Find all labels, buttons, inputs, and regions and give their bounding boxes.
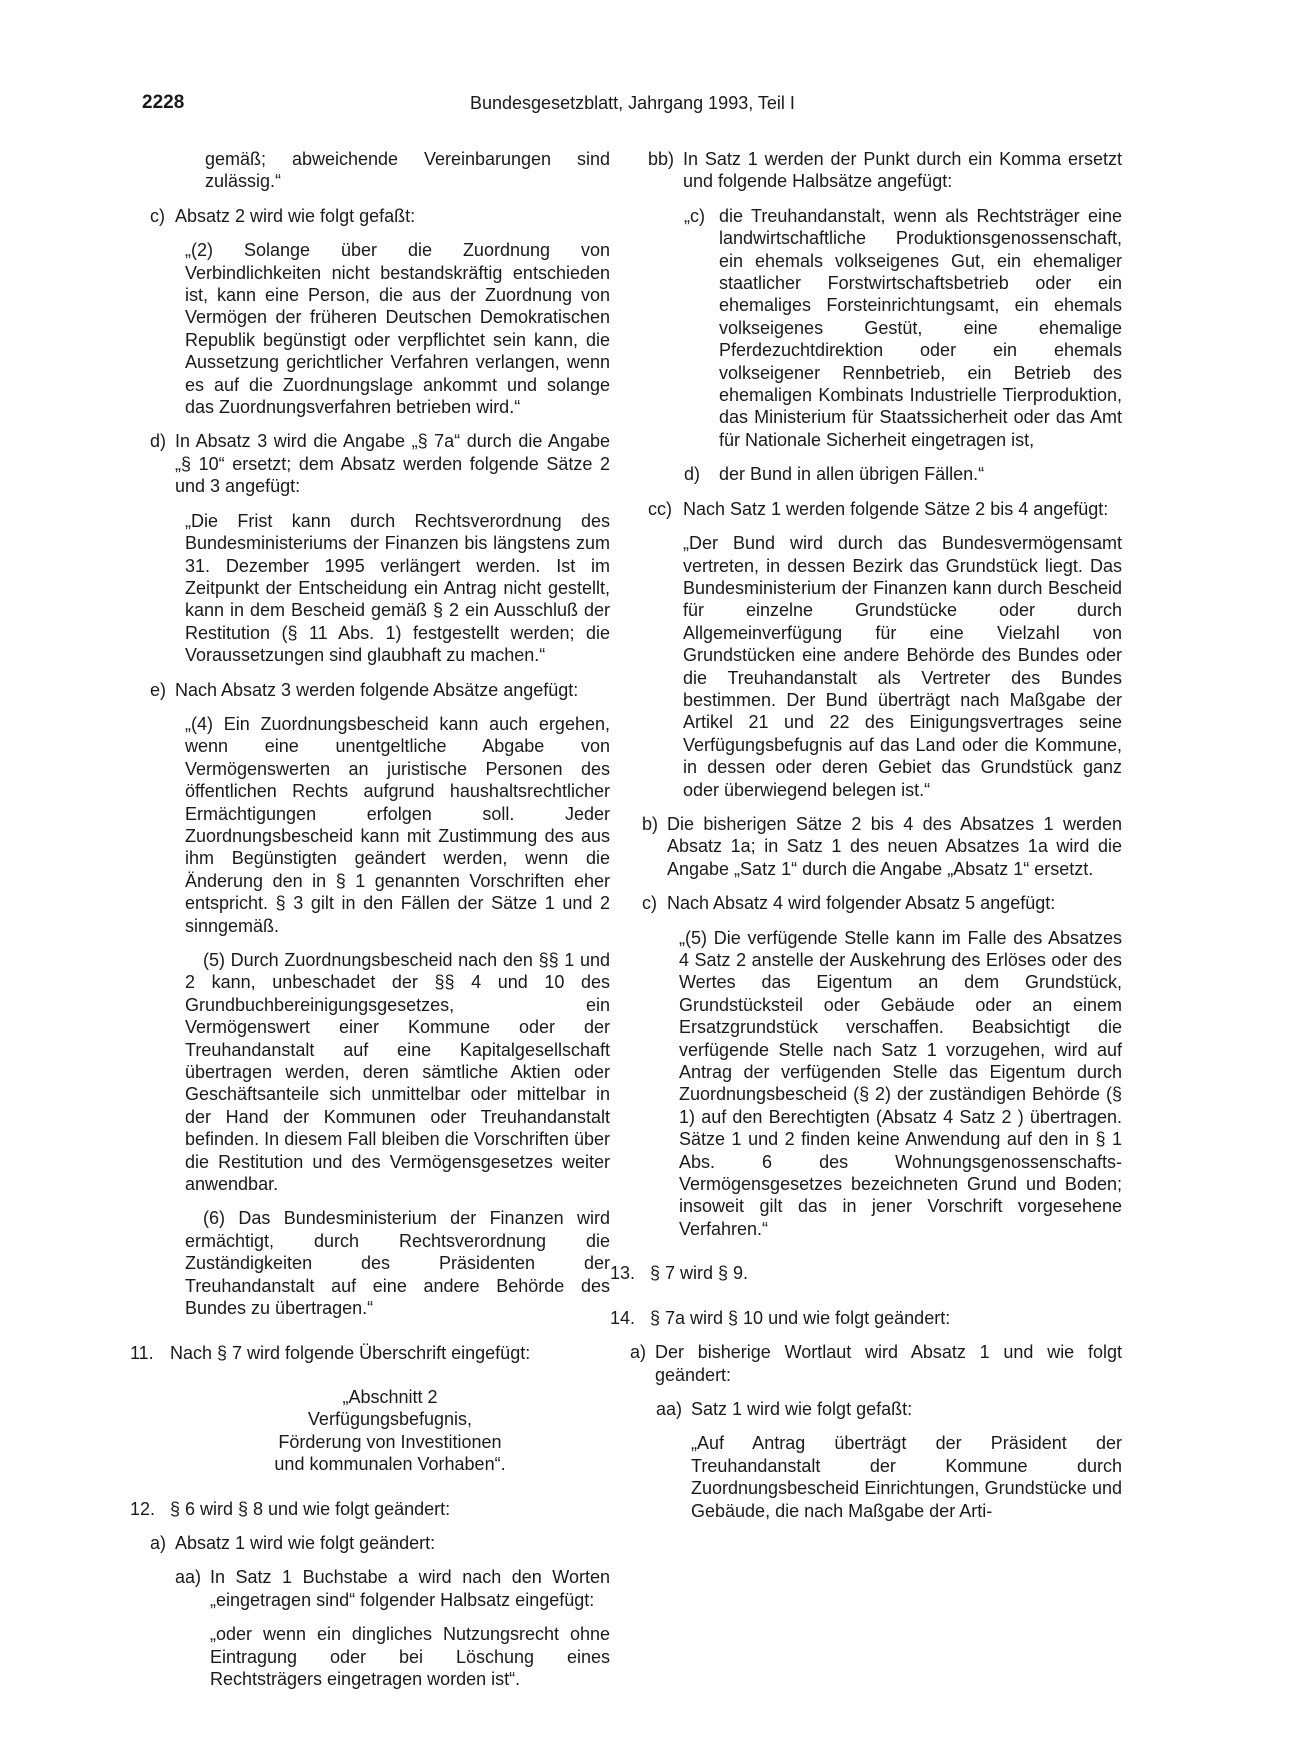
item-14-aa xyxy=(656,1398,1122,1420)
item-text: die Treuhandanstalt, wenn als Rechtsträger eine landwirtschaftliche Produktionsgenossenschaft, ein ehemals volkseigenes Gut, ein ehemaliger staatlicher Forstwirtschaftsbetrieb oder ein ehemaliges Forsteinrichtungsamt, ein ehemals volkseigenes Gestüt, eine ehemalige Pferdezuchtdirektion oder ein ehemals volkseigener Rennbetrieb, ein Betrieb des ehemaligen Kombinats Industrielle Tierproduktion, das Ministerium für Staatssicherheit oder das Amt für Nationale Sicherheit eingetragen ist, xyxy=(719,205,1122,450)
item-text: Der bisherige Wortlaut wird Absatz 1 und wie folgt geändert: xyxy=(655,1342,1122,1385)
quote-bundesvermoegensamt: „Der Bund wird durch das Bundesvermögensamt vertreten, in dessen Bezirk das Grundstück liegt. Das Bundesministerium der Finanzen kann durch Bescheid für einzelne Grundstücke oder durch Allgemeinverfügung für eine Vielzahl von Grundstücken eine andere Behörde des Bundes oder die Treuhandanstalt als Vertreter des Bundes bestimmen. Der Bund überträgt nach Maßgabe der Artikel 21 und 22 des Einigungsvertrages seine Verfügungsbefugnis auf das Land oder die Kommune, in dessen oder deren Gebiet das Grundstück ganz oder überwiegend belegen ist.“ xyxy=(683,533,1122,800)
item-13 xyxy=(610,1262,1122,1284)
item-e xyxy=(150,679,610,701)
item-marker: 13. xyxy=(610,1263,636,1284)
item-text: Nach § 7 wird folgende Überschrift eingefügt: xyxy=(170,1342,531,1363)
quote-absatz-4: „(4) Ein Zuordnungsbescheid kann auch ergehen, wenn eine unentgeltliche Abgabe von Vermögenswerten an juristische Personen des öffentlichen Rechts aufgrund haushaltsrechtlicher Ermächtigungen erfolgen soll. Jeder Zuordnungsbescheid kann mit Zustimmung des aus ihm Begünstigten geändert werden, wenn die Änderung den in § 1 genannten Vorschriften eher entspricht. § 3 gilt in den Fällen der Sätze 1 und 2 sinngemäß. xyxy=(185,713,610,936)
quote-absatz-6: (6) Das Bundesministerium der Finanzen wird ermächtigt, durch Rechtsverordnung die Zuständigkeiten des Präsidenten der Treuhandanstalt auf eine andere Behörde des Bundes zu übertragen.“ xyxy=(185,1208,610,1319)
quote-verfuegende-stelle: „(5) Die verfügende Stelle kann im Falle des Absatzes 4 Satz 2 anstelle der Auskehrung des Erlöses oder des Wertes das Eigentum an dem Grundstück, Grundstücksteil oder Gebäude oder an einem Ersatzgrundstück verschaffen. Beabsichtigt die verfügende Stelle nach Satz 1 vorzugehen, wird auf Antrag der verfügenden Stelle das Eigentum durch Zuordnungsbescheid (§ 2) der zuständigen Behörde (§ 1) auf den Berechtigten (Absatz 4 Satz 2 ) übertragen. Sätze 1 und 2 finden keine Anwendung auf den in § 1 Abs. 6 des Wohnungsgenossenschafts-Vermögensgesetzes bezeichneten Grund und Boden; insoweit gilt das in jener Vorschrift vorgesehene Verfahren.“ xyxy=(679,927,1122,1239)
item-text: § 6 wird § 8 und wie folgt geändert: xyxy=(170,1498,451,1519)
quote-absatz-5: (5) Durch Zuordnungsbescheid nach den §§ 1 und 2 kann, unbeschadet der §§ 4 und 10 des Grundbuchbereinigungsgesetzes, ein Vermögenswert einer Kommune oder der Treuhandanstalt auf eine Kapitalgesellschaft übertragen werden, deren sämtliche Aktien oder Geschäftsanteile sich unmittelbar oder mittelbar in der Hand der Kommunen oder Treuhandanstalt befinden. In diesem Fall bleiben die Vorschriften über die Restitution und des Vermögensgesetzes weiter anwendbar. xyxy=(185,950,610,1195)
item-text: In Satz 1 werden der Punkt durch ein Komma ersetzt und folgende Halbsätze angefügt: xyxy=(683,149,1122,192)
right-column xyxy=(610,148,1122,1522)
item-marker: aa) xyxy=(656,1398,683,1419)
item-14-a xyxy=(630,1341,1122,1386)
heading-line: Förderung von Investitionen xyxy=(278,1431,502,1452)
item-12-aa xyxy=(175,1566,610,1611)
continued-text: gemäß; abweichende Vereinbarungen sind zulässig.“ xyxy=(205,149,610,192)
item-cc xyxy=(648,498,1122,520)
item-d xyxy=(150,430,610,497)
item-marker: bb) xyxy=(648,149,675,169)
item-marker: b) xyxy=(642,813,659,834)
item-text: Absatz 1 wird wie folgt geändert: xyxy=(175,1532,436,1553)
item-c-treuhand xyxy=(684,205,1122,451)
item-d-bund xyxy=(684,463,1122,485)
item-text: § 7 wird § 9. xyxy=(650,1263,749,1284)
quote-absatz-2: „(2) Solange über die Zuordnung von Verbindlichkeiten nicht bestandskräftig entschieden ist, kann eine Person, die aus der Zuordnung von Vermögen der früheren Deutschen Demokratischen Republik begünstigt oder verpflichtet sein kann, die Aussetzung gerichtlicher Verfahren verlangen, wenn es auf die Zuordnungslage ankommt und solange das Zuordnungsverfahren betrieben wird.“ xyxy=(185,240,610,418)
left-column xyxy=(130,148,610,1690)
item-marker: c) xyxy=(642,893,657,914)
quote-nutzungsrecht: „oder wenn ein dingliches Nutzungsrecht ohne Eintragung oder bei Löschung eines Rechtsträgers eingetragen worden ist“. xyxy=(210,1624,610,1689)
item-marker: cc) xyxy=(648,498,672,519)
item-c xyxy=(150,205,610,227)
item-12 xyxy=(130,1498,610,1520)
heading-line: „Abschnitt 2 xyxy=(342,1386,438,1407)
item-12-a xyxy=(150,1532,610,1554)
item-11 xyxy=(130,1342,610,1364)
item-text: In Satz 1 Buchstabe a wird nach den Worten „eingetragen sind“ folgender Halbsatz eingefügt: xyxy=(210,1567,610,1610)
item-b xyxy=(642,813,1122,880)
item-marker: c) xyxy=(150,205,165,226)
page-number: 2228 xyxy=(142,92,185,113)
item-text: Die bisherigen Sätze 2 bis 4 des Absatzes 1 werden Absatz 1a; in Satz 1 des neuen Absatzes 1a wird die Angabe „Satz 1“ durch die Angabe „Absatz 1“ ersetzt. xyxy=(667,813,1122,879)
quote-treuhand-kommune: „Auf Antrag überträgt der Präsident der Treuhandanstalt der Kommune durch Zuordnungsbescheid Einrichtungen, Grundstücke und Gebäude, die nach Maßgabe der Arti- xyxy=(691,1433,1122,1521)
heading-line: und kommunalen Vorhaben“. xyxy=(274,1454,506,1475)
item-marker: a) xyxy=(630,1342,647,1363)
item-marker: 14. xyxy=(610,1307,636,1328)
heading-line: Verfügungsbefugnis, xyxy=(307,1409,473,1430)
item-text: Nach Absatz 3 werden folgende Absätze angefügt: xyxy=(175,679,579,700)
item-text: In Absatz 3 wird die Angabe „§ 7a“ durch die Angabe „§ 10“ ersetzt; dem Absatz werden folgende Sätze 2 und 3 angefügt: xyxy=(175,431,610,497)
item-marker: 11. xyxy=(130,1342,154,1363)
item-text: § 7a wird § 10 und wie folgt geändert: xyxy=(650,1307,951,1328)
item-c-absatz-5 xyxy=(642,892,1122,914)
item-marker: aa) xyxy=(175,1567,202,1588)
inserted-heading xyxy=(170,1386,610,1476)
item-marker: „c) xyxy=(684,205,705,226)
item-text: Absatz 2 wird wie folgt gefaßt: xyxy=(175,205,416,226)
item-text: Nach Absatz 4 wird folgender Absatz 5 angefügt: xyxy=(667,893,1056,914)
item-marker: 12. xyxy=(130,1498,156,1519)
item-marker: a) xyxy=(150,1532,167,1553)
running-head: Bundesgesetzblatt, Jahrgang 1993, Teil I xyxy=(470,93,795,113)
item-text: Nach Satz 1 werden folgende Sätze 2 bis 4 angefügt: xyxy=(683,498,1109,519)
quote-frist: „Die Frist kann durch Rechtsverordnung des Bundesministeriums der Finanzen bis längstens zum 31. Dezember 1995 verlängert werden. Ist im Zeitpunkt der Entscheidung ein Antrag nicht gestellt, kann in dem Bescheid gemäß § 2 ein Ausschluß der Restitution (§ 11 Abs. 1) festgestellt werden; die Voraussetzungen sind glaubhaft zu machen.“ xyxy=(185,510,610,666)
item-marker: e) xyxy=(150,679,167,700)
item-marker: d) xyxy=(150,431,167,452)
item-14 xyxy=(610,1307,1122,1329)
item-marker: d) xyxy=(684,464,701,485)
item-text: der Bund in allen übrigen Fällen.“ xyxy=(719,464,985,485)
item-text: Satz 1 wird wie folgt gefaßt: xyxy=(691,1398,913,1419)
item-bb xyxy=(648,148,1122,193)
